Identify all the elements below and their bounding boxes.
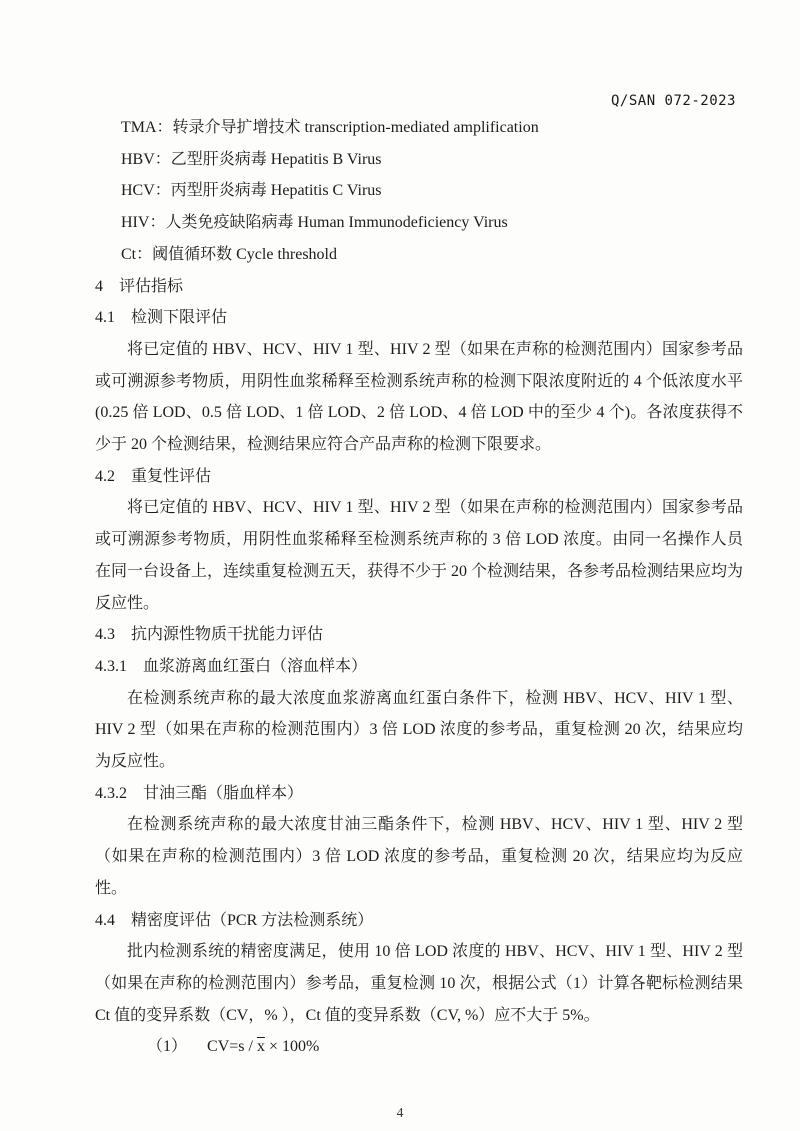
section-heading-4-1: 4.1 检测下限评估 [95,309,228,327]
formula-left: CV=s / [207,1038,257,1056]
formula-right: × 100% [264,1038,320,1056]
document-body [95,112,743,1063]
abbreviation-ct: Ct：阈值循环数 Cycle threshold [121,245,337,263]
formula-number: （1） [147,1038,188,1056]
paragraph-4-3-1: 在检测系统声称的最大浓度血浆游离血红蛋白条件下，检测 HBV、HCV、HIV 1 型、HIV 2 型（如果在声称的检测范围内）3 倍 LOD 浓度的参考品，重复检测 20 次，结果应均为反应性。 [95,689,743,771]
section-heading-4-3-1: 4.3.1 血浆游离血红蛋白（溶血样本） [95,657,368,675]
formula-xbar: $\overline{x}$ [256,1038,265,1056]
section-heading-4: 4 评估指标 [95,277,184,295]
page-number: 4 [396,1105,404,1120]
paragraph-4-3-2: 在检测系统声称的最大浓度甘油三酯条件下，检测 HBV、HCV、HIV 1 型、HIV 2 型（如果在声称的检测范围内）3 倍 LOD 浓度的参考品，重复检测 20 次，结果应均为反应性。 [95,816,743,897]
section-heading-4-2: 4.2 重复性评估 [95,467,212,485]
section-heading-4-4: 4.4 精密度评估（PCR 方法检测系统） [95,911,374,929]
abbreviation-hcv: HCV：丙型肝炎病毒 Hepatitis C Virus [121,182,382,200]
formula-cv [95,1031,743,1063]
abbreviation-tma: TMA：转录介导扩增技术 transcription-mediated amplification [121,119,539,136]
section-heading-4-3-2: 4.3.2 甘油三酯（脂血样本） [95,784,304,802]
paragraph-4-2: 将已定值的 HBV、HCV、HIV 1 型、HIV 2 型（如果在声称的检测范围内）国家参考品或可溯源参考物质，用阴性血浆稀释至检测系统声称的 3 倍 LOD 浓度。由同一名操作人员在同一台设备上，连续重复检测五天，获得不少于 20 个检测结果，各参考品检测结果应均为反应性。 [95,499,744,612]
abbreviation-hbv: HBV：乙型肝炎病毒 Hepatitis B Virus [121,150,382,168]
abbreviation-hiv: HIV：人类免疫缺陷病毒 Human Immunodeficiency Virus [121,214,508,232]
paragraph-4-4: 批内检测系统的精密度满足，使用 10 倍 LOD 浓度的 HBV、HCV、HIV 1 型、HIV 2 型（如果在声称的检测范围内）参考品，重复检测 10 次，根据公式（1）计算各靶标检测结果 Ct 值的变异系数（CV，% ），Ct 值的变异系数（CV, %）应不大于 5%。 [95,943,743,1024]
paragraph-4-1: 将已定值的 HBV、HCV、HIV 1 型、HIV 2 型（如果在声称的检测范围内）国家参考品或可溯源参考物质，用阴性血浆稀释至检测系统声称的检测下限浓度附近的 4 个低浓度水平(0.25 倍 LOD、0.5 倍 LOD、1 倍 LOD、2 倍 LOD、4 倍 LOD 中的至少 4 个)。各浓度获得不少于 20 个检测结果，检测结果应符合产品声称的检测下限要求。 [95,340,743,454]
document-number: Q/SAN 072-2023 [610,93,736,109]
section-heading-4-3: 4.3 抗内源性物质干扰能力评估 [95,626,324,644]
